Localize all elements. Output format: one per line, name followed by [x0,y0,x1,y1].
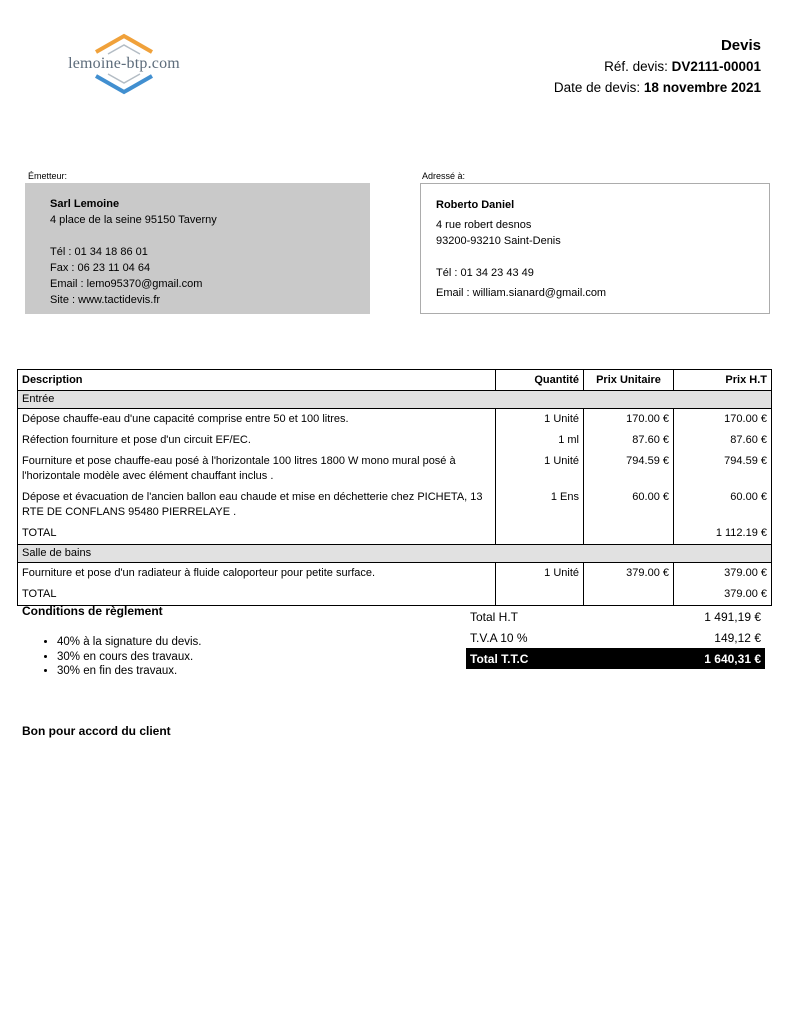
sender-section-label: Émetteur: [28,171,68,181]
logo-chevron-down-icon [62,73,186,96]
cell-total: 170.00 € [674,409,772,431]
col-header-unit-price: Prix Unitaire [584,370,674,391]
cell-empty [496,523,584,545]
logo-text: lemoine-btp.com [68,55,180,72]
client-approval-text: Bon pour accord du client [22,724,171,738]
logo-chevron-up-icon [62,32,186,55]
sender-address: 4 place de la seine 95150 Taverny [50,214,217,226]
cell-qty: 1 ml [496,430,584,451]
cell-qty: 1 Ens [496,487,584,523]
totals-value: 149,12 € [714,630,761,645]
cell-qty: 1 Unité [496,563,584,585]
payment-conditions-list [57,635,412,679]
section-header-row [18,545,772,563]
col-header-quantity: Quantité [496,370,584,391]
recipient-address-line1: 4 rue robert desnos [436,219,532,231]
section-total-value: 379.00 € [674,584,772,606]
recipient-name: Roberto Daniel [436,199,515,211]
condition-item: • 30% en fin des travaux. [57,664,412,679]
totals-label: Total H.T [470,609,519,624]
totals-table-body [466,606,765,669]
sender-fax: Fax : 06 23 11 04 64 [50,262,151,274]
sender-name: Sarl Lemoine [50,198,120,210]
cell-description: Réfection fourniture et pose d'un circuit EF/EC. [22,434,251,446]
date-label: Date de devis: [553,79,644,95]
totals-label: T.V.A 10 % [470,630,528,645]
cell-total: 379.00 € [674,563,772,585]
sender-site: Site : www.tactidevis.fr [50,294,161,306]
grand-total-row [466,648,765,669]
section-title: Salle de bains [18,545,772,563]
cell-qty: 1 Unité [496,409,584,431]
cell-empty [584,584,674,606]
payment-conditions [22,604,412,679]
sender-box [25,183,370,314]
payment-conditions-title: Conditions de règlement [22,604,163,618]
items-table-header-row [18,370,772,391]
sender-tel: Tél : 01 34 18 86 01 [50,246,148,258]
date-value: 18 novembre 2021 [643,79,761,95]
cell-description: Fourniture et pose chauffe-eau posé à l'horizontale 100 litres 1800 W mono mural posé à l'horizontale modèle avec élément chauffant inclus . [22,455,456,482]
recipient-address-line2: 93200-93210 Saint-Denis [436,235,561,247]
ref-value: DV2111-00001 [671,59,761,74]
cell-unit_price: 87.60 € [584,430,674,451]
section-title: Entrée [18,391,772,409]
section-header-row [18,391,772,409]
ref-label: Réf. devis: [604,59,672,74]
col-header-price-ht: Prix H.T [674,370,772,391]
totals-table [466,606,765,669]
cell-qty: 1 Unité [496,451,584,487]
section-total-row [18,584,772,606]
document-title: Devis [720,37,761,54]
table-row [18,430,772,451]
recipient-tel: Tél : 01 34 23 43 49 [436,267,534,279]
totals-value: 1 491,19 € [704,609,761,624]
cell-unit_price: 170.00 € [584,409,674,431]
sender-email: Email : lemo95370@gmail.com [50,278,203,290]
grand-total-value: 1 640,31 € [626,648,765,669]
col-header-description: Description [18,370,496,391]
condition-item: • 40% à la signature du devis. [57,635,412,650]
cell-total: 60.00 € [674,487,772,523]
spacer [436,249,759,265]
cell-description: Dépose chauffe-eau d'une capacité comprise entre 50 et 100 litres. [22,413,349,425]
table-row [18,563,772,585]
totals-row [466,606,765,627]
cell-unit_price: 60.00 € [584,487,674,523]
table-row [18,409,772,431]
cell-unit_price: 794.59 € [584,451,674,487]
table-row [18,487,772,523]
cell-total: 87.60 € [674,430,772,451]
recipient-box [420,183,770,314]
cell-empty [496,584,584,606]
totals-row [466,627,765,648]
grand-total-label: Total T.T.C [466,648,626,669]
section-total-value: 1 112.19 € [674,523,772,545]
company-logo [62,32,186,96]
section-total-label: TOTAL [22,527,57,539]
condition-item: • 30% en cours des travaux. [57,650,412,665]
cell-total: 794.59 € [674,451,772,487]
quote-reference-line [554,60,761,74]
cell-empty [584,523,674,545]
quote-date-line [554,81,761,95]
section-total-row [18,523,772,545]
section-total-label: TOTAL [22,588,57,600]
spacer [50,228,360,244]
cell-description: Fourniture et pose d'un radiateur à fluide caloporteur pour petite surface. [22,567,376,579]
recipient-email: Email : william.sianard@gmail.com [436,287,607,299]
items-table-body [18,391,772,606]
items-table [17,369,772,606]
recipient-section-label: Adressé à: [422,171,466,181]
cell-description: Dépose et évacuation de l'ancien ballon eau chaude et mise en déchetterie chez PICHETA, 13 RTE DE CONFLANS 95480 PIERRELAYE . [22,491,483,518]
document-title-block [554,38,761,94]
table-row [18,451,772,487]
cell-unit_price: 379.00 € [584,563,674,585]
